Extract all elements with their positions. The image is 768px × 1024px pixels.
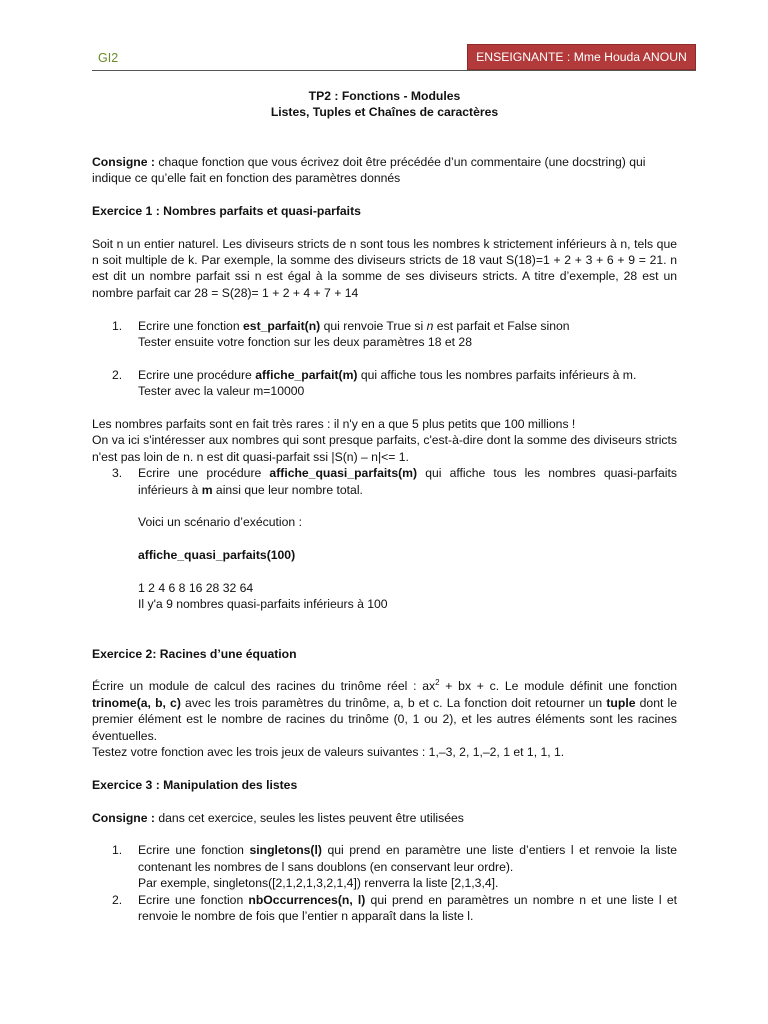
ex2-p1-code: trinome(a, b, c) [92, 695, 181, 710]
ex1-scenario: Voici un scénario d’exécution : [138, 515, 302, 530]
ex3-item-2-pre: Ecrire une fonction [138, 892, 249, 907]
ex2-paragraph-1 [92, 678, 677, 744]
ex1-item-2-post: qui affiche tous les nombres parfaits inférieurs à m. [357, 367, 637, 382]
header-teacher-banner: ENSEIGNANTE : Mme Houda ANOUN [467, 44, 696, 70]
header-divider [92, 70, 696, 71]
ex1-item-3 [92, 465, 677, 498]
ex1-item-3-num: 3. [112, 466, 123, 481]
ex1-item-2-line2: Tester avec la valeur m=10000 [138, 384, 305, 399]
ex1-item-3-mid: qui affiche tous les nombres quasi-parfaits inférieurs à [138, 466, 677, 497]
ex3-consigne-text: dans cet exercice, seules les listes peuvent être utilisées [154, 810, 464, 825]
ex3-item-2-code: nbOccurrences(n, l) [248, 892, 366, 907]
ex1-item-1 [92, 318, 677, 351]
ex1-item-2-pre: Ecrire une procédure [138, 367, 256, 382]
ex1-intro: Soit n un entier naturel. Les diviseurs stricts de n sont tous les nombres k strictement inférieurs à n, tels que n soit multiple de k. Par exemple, la somme des diviseurs stricts de 18 vaut S(18)=1 + 2 + 3 + 6 + 9 = 21. n est dit un nombre parfait ssi n est égal à la somme de ses diviseurs stricts. A titre d’exemple, 28 est un nombre parfait car 28 = S(28)= 1 + 2 + 4 + 7 + 14 [92, 236, 677, 300]
ex3-item-2-post: qui prend en paramètres un nombre n et une liste l et renvoie le nombre de fois que l’entier n apparaît dans la liste l. [138, 892, 677, 924]
ex1-item-1-italic: n [426, 318, 434, 333]
ex3-item-1-pre: Ecrire une fonction [138, 843, 250, 858]
ex1-item-3-code: affiche_quasi_parfaits(m) [269, 466, 418, 481]
ex1-item-3-m: m [201, 482, 213, 497]
ex1-list-a [92, 318, 677, 400]
ex1-middle-1: Les nombres parfaits sont en fait très rares : il n'y en a que 5 plus petits que 100 millions ! [92, 417, 576, 432]
ex3-item-2-num: 2. [112, 892, 123, 907]
ex2-title: Exercice 2: Racines d’une équation [92, 646, 297, 661]
ex2-p1-sup: 2 [435, 678, 440, 688]
ex1-item-2-num: 2. [112, 367, 123, 382]
doc-title-line2: Listes, Tuples et Chaînes de caractères [270, 105, 499, 120]
consigne-label: Consigne : [92, 154, 155, 169]
ex2-p1-mid: avec les trois paramètres du trinôme, a, b et c. La fonction doit retourner un [180, 695, 607, 710]
consigne-paragraph [92, 154, 677, 187]
ex3-item-1-line2: Par exemple, singletons([2,1,2,1,3,2,1,4]) renverra la liste [2,1,3,4]. [138, 876, 499, 891]
ex3-consigne-label: Consigne : [92, 810, 155, 825]
ex3-item-1-num: 1. [112, 843, 123, 858]
ex1-call: affiche_quasi_parfaits(100) [138, 548, 296, 563]
ex1-output: 1 2 4 6 8 16 28 32 64 [138, 581, 254, 596]
ex1-item-3-post: ainsi que leur nombre total. [212, 482, 363, 497]
doc-title-line1: TP2 : Fonctions - Modules [308, 89, 461, 103]
ex1-list-b [92, 465, 677, 498]
ex1-item-2 [92, 367, 677, 400]
ex3-consigne [92, 810, 677, 826]
ex2-p1-tuple: tuple [606, 695, 636, 710]
ex1-result: Il y'a 9 nombres quasi-parfaits inférieurs à 100 [138, 597, 388, 612]
ex1-item-2-code: affiche_parfait(m) [255, 367, 358, 382]
ex1-title: Exercice 1 : Nombres parfaits et quasi-parfaits [92, 203, 361, 218]
consigne-text: chaque fonction que vous écrivez doit être précédée d’un commentaire (une docstring) qui indique ce qu’elle fait en fonction des paramètres donnés [92, 154, 646, 185]
ex1-middle-2: On va ici s'intéresser aux nombres qui sont presque parfaits, c'est-à-dire dont la somme des diviseurs stricts n'est pas loin de n. n est dit quasi-parfait ssi |S(n) – n|<= 1. [92, 433, 677, 464]
ex1-item-1-mid: qui renvoie True si [320, 318, 427, 333]
document-body [92, 88, 677, 924]
ex3-list [92, 842, 677, 924]
ex1-item-1-num: 1. [112, 318, 123, 333]
ex3-title: Exercice 3 : Manipulation des listes [92, 777, 298, 792]
ex1-item-1-pre: Ecrire une fonction [138, 318, 244, 333]
ex2-p1-end: dont le premier élément est le nombre de racines du trinôme (0, 1 ou 2), et les autres éléments sont les racines éventuelles. [92, 695, 678, 743]
ex3-item-1-post: qui prend en paramètre une liste d’entiers l et renvoie la liste contenant les nombres de l sans doublons (en conservant leur ordre). [138, 843, 677, 874]
ex2-paragraph-2: Testez votre fonction avec les trois jeux de valeurs suivantes : 1,–3, 2, 1,–2, 1 et 1, 1, 1. [92, 745, 565, 760]
ex1-item-1-line2: Tester ensuite votre fonction sur les deux paramètres 18 et 28 [138, 335, 472, 350]
ex2-p1-post: + bx + c. Le module définit une fonction [439, 679, 677, 694]
header-class-label: GI2 [98, 51, 119, 65]
ex1-item-1-post: est parfait et False sinon [433, 318, 570, 333]
ex3-item-1 [92, 842, 677, 891]
ex2-p1-pre: Écrire un module de calcul des racines du trinôme réel : ax [92, 679, 436, 694]
ex3-item-2 [92, 892, 677, 925]
ex1-item-1-code: est_parfait(n) [243, 318, 321, 333]
ex1-item-3-pre: Ecrire une procédure [138, 466, 270, 481]
ex3-item-1-code: singletons(l) [249, 843, 322, 858]
